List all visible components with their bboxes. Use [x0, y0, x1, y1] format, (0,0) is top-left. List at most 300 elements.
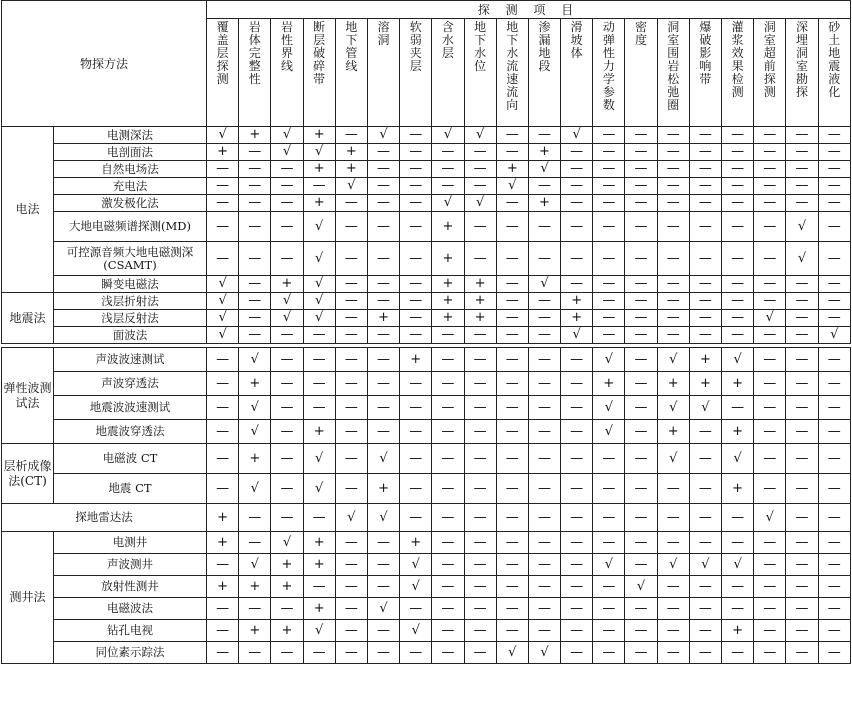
applicability-mark: — — [464, 396, 496, 420]
applicability-mark: — — [786, 276, 818, 293]
applicability-mark: — — [818, 310, 850, 327]
applicability-mark: — — [657, 474, 689, 504]
applicability-mark: — — [528, 504, 560, 532]
table-row — [2, 327, 851, 344]
applicability-mark: √ — [657, 554, 689, 576]
applicability-mark: + — [207, 144, 239, 161]
applicability-mark: — — [400, 212, 432, 242]
applicability-mark: — — [625, 127, 657, 144]
applicability-mark: — — [593, 161, 625, 178]
method-name: 声波测井 — [54, 554, 207, 576]
applicability-mark: — — [367, 178, 399, 195]
applicability-mark: — — [561, 532, 593, 554]
applicability-mark: + — [432, 212, 464, 242]
applicability-mark: + — [367, 474, 399, 504]
applicability-mark: — — [722, 327, 754, 344]
method-category: 电法 — [2, 127, 54, 293]
applicability-mark: — — [818, 474, 850, 504]
applicability-mark: — — [432, 327, 464, 344]
table-row — [2, 620, 851, 642]
applicability-mark: √ — [593, 348, 625, 372]
applicability-mark: — — [496, 327, 528, 344]
applicability-mark: — — [625, 620, 657, 642]
applicability-mark: + — [239, 620, 271, 642]
method-name: 充电法 — [54, 178, 207, 195]
applicability-mark: + — [367, 310, 399, 327]
applicability-mark: + — [303, 420, 335, 444]
applicability-mark: + — [303, 598, 335, 620]
applicability-mark: — — [367, 276, 399, 293]
applicability-mark: — — [367, 532, 399, 554]
applicability-mark: + — [239, 576, 271, 598]
applicability-mark: — — [754, 161, 786, 178]
applicability-mark: — — [367, 161, 399, 178]
applicability-mark: — — [786, 348, 818, 372]
applicability-mark: — — [593, 444, 625, 474]
applicability-mark: + — [400, 348, 432, 372]
applicability-mark: — — [625, 276, 657, 293]
column-header: 断 层 破 碎 带 — [303, 19, 335, 127]
applicability-mark: — — [528, 474, 560, 504]
applicability-mark: — — [722, 161, 754, 178]
applicability-mark: + — [335, 144, 367, 161]
column-header: 含 水 层 — [432, 19, 464, 127]
applicability-mark: — — [722, 276, 754, 293]
applicability-mark: — — [528, 293, 560, 310]
applicability-mark: — — [657, 598, 689, 620]
applicability-mark: — — [464, 642, 496, 664]
applicability-mark: — — [722, 293, 754, 310]
applicability-mark: — — [239, 293, 271, 310]
applicability-mark: — — [432, 420, 464, 444]
applicability-mark: — — [400, 474, 432, 504]
applicability-mark: — — [367, 576, 399, 598]
applicability-mark: √ — [496, 642, 528, 664]
applicability-mark: √ — [722, 348, 754, 372]
applicability-mark: — — [722, 178, 754, 195]
applicability-mark: — — [528, 310, 560, 327]
applicability-mark: — — [561, 144, 593, 161]
applicability-mark: — — [754, 242, 786, 276]
applicability-mark: — — [818, 372, 850, 396]
applicability-mark: — — [271, 178, 303, 195]
applicability-mark: + — [432, 276, 464, 293]
applicability-mark: — — [722, 598, 754, 620]
applicability-mark: — — [625, 532, 657, 554]
applicability-mark: + — [464, 310, 496, 327]
applicability-mark: — — [754, 396, 786, 420]
applicability-mark: — — [528, 598, 560, 620]
applicability-mark: — — [464, 144, 496, 161]
applicability-mark: — — [593, 310, 625, 327]
applicability-mark: — — [722, 576, 754, 598]
applicability-mark: — — [818, 420, 850, 444]
applicability-mark: — — [754, 348, 786, 372]
applicability-mark: + — [689, 372, 721, 396]
applicability-mark: √ — [239, 396, 271, 420]
applicability-mark: — — [271, 504, 303, 532]
column-header: 溶 洞 — [367, 19, 399, 127]
applicability-mark: √ — [754, 504, 786, 532]
applicability-mark: — — [561, 620, 593, 642]
applicability-mark: — — [625, 420, 657, 444]
applicability-mark: — — [754, 144, 786, 161]
applicability-mark: — — [625, 144, 657, 161]
applicability-mark: — — [239, 310, 271, 327]
applicability-mark: √ — [625, 576, 657, 598]
applicability-mark: — — [689, 576, 721, 598]
applicability-mark: — — [657, 327, 689, 344]
applicability-mark: — — [689, 212, 721, 242]
applicability-mark: + — [464, 293, 496, 310]
applicability-mark: — — [593, 576, 625, 598]
applicability-mark: — — [496, 554, 528, 576]
applicability-mark: + — [464, 276, 496, 293]
applicability-mark: — — [625, 504, 657, 532]
applicability-mark: — — [335, 554, 367, 576]
applicability-mark: — — [303, 504, 335, 532]
applicability-mark: — — [561, 348, 593, 372]
applicability-mark: — — [464, 532, 496, 554]
method-name: 大地电磁频谱探测(MD) — [54, 212, 207, 242]
applicability-mark: — — [818, 396, 850, 420]
applicability-mark: — — [464, 178, 496, 195]
applicability-mark: + — [657, 372, 689, 396]
applicability-mark: — — [657, 276, 689, 293]
applicability-mark: √ — [271, 127, 303, 144]
applicability-mark: + — [335, 161, 367, 178]
applicability-mark: — — [657, 504, 689, 532]
method-name: 放射性测井 — [54, 576, 207, 598]
applicability-mark: √ — [496, 178, 528, 195]
applicability-mark: — — [207, 396, 239, 420]
applicability-mark: — — [207, 598, 239, 620]
column-header: 地 下 水 位 — [464, 19, 496, 127]
applicability-mark: — — [657, 576, 689, 598]
applicability-mark: — — [722, 127, 754, 144]
applicability-mark: + — [271, 554, 303, 576]
method-name: 地震 CT — [54, 474, 207, 504]
applicability-mark: — — [239, 327, 271, 344]
applicability-mark: — — [818, 276, 850, 293]
table-row — [2, 420, 851, 444]
applicability-mark: — — [400, 242, 432, 276]
applicability-mark: — — [400, 161, 432, 178]
applicability-mark: — — [528, 444, 560, 474]
applicability-mark: — — [400, 598, 432, 620]
applicability-mark: √ — [303, 144, 335, 161]
applicability-mark: — — [400, 372, 432, 396]
applicability-mark: √ — [303, 474, 335, 504]
applicability-mark: — — [625, 642, 657, 664]
applicability-mark: — — [754, 642, 786, 664]
applicability-mark: √ — [561, 127, 593, 144]
applicability-mark: — — [303, 576, 335, 598]
applicability-mark: √ — [303, 310, 335, 327]
applicability-mark: — — [464, 242, 496, 276]
applicability-mark: — — [335, 293, 367, 310]
applicability-mark: — — [528, 420, 560, 444]
applicability-mark: — — [400, 276, 432, 293]
method-name: 电磁波 CT — [54, 444, 207, 474]
applicability-mark: — — [367, 396, 399, 420]
applicability-mark: √ — [528, 276, 560, 293]
applicability-mark: — — [207, 372, 239, 396]
applicability-mark: — — [689, 327, 721, 344]
applicability-mark: — — [786, 642, 818, 664]
applicability-mark: — — [432, 348, 464, 372]
applicability-mark: — — [689, 474, 721, 504]
applicability-mark: — — [754, 532, 786, 554]
table-body — [2, 127, 851, 664]
applicability-mark: — — [496, 532, 528, 554]
method-name: 自然电场法 — [54, 161, 207, 178]
applicability-mark: — — [496, 144, 528, 161]
applicability-mark: — — [593, 178, 625, 195]
applicability-mark: — — [400, 310, 432, 327]
column-header: 洞 室 超 前 探 测 — [754, 19, 786, 127]
applicability-mark: — — [464, 348, 496, 372]
applicability-mark: — — [818, 532, 850, 554]
table-row — [2, 474, 851, 504]
method-name: 地震波穿透法 — [54, 420, 207, 444]
applicability-mark: — — [335, 532, 367, 554]
applicability-mark: — — [786, 144, 818, 161]
applicability-mark: — — [496, 504, 528, 532]
applicability-mark: √ — [303, 620, 335, 642]
applicability-mark: √ — [561, 327, 593, 344]
applicability-mark: + — [303, 554, 335, 576]
applicability-mark: — — [271, 420, 303, 444]
applicability-mark: — — [432, 144, 464, 161]
applicability-mark: — — [528, 532, 560, 554]
applicability-mark: — — [593, 127, 625, 144]
applicability-mark: + — [207, 532, 239, 554]
applicability-mark: — — [400, 504, 432, 532]
applicability-mark: — — [464, 504, 496, 532]
applicability-mark: √ — [432, 127, 464, 144]
applicability-mark: — — [432, 620, 464, 642]
applicability-mark: — — [464, 598, 496, 620]
applicability-mark: — — [722, 310, 754, 327]
applicability-mark: — — [754, 598, 786, 620]
applicability-mark: + — [303, 532, 335, 554]
applicability-mark: + — [432, 242, 464, 276]
applicability-mark: — — [464, 372, 496, 396]
applicability-mark: — — [722, 212, 754, 242]
column-header: 砂 土 地 震 液 化 — [818, 19, 850, 127]
applicability-mark: — — [657, 195, 689, 212]
applicability-mark: — — [271, 161, 303, 178]
applicability-mark: — — [464, 212, 496, 242]
applicability-mark: — — [689, 532, 721, 554]
applicability-mark: √ — [818, 327, 850, 344]
applicability-mark: — — [818, 178, 850, 195]
applicability-mark: + — [496, 161, 528, 178]
applicability-mark: — — [207, 348, 239, 372]
method-name: 瞬变电磁法 — [54, 276, 207, 293]
applicability-mark: — — [625, 372, 657, 396]
applicability-mark: √ — [464, 127, 496, 144]
applicability-mark: — — [496, 310, 528, 327]
applicability-mark: — — [818, 242, 850, 276]
applicability-mark: — — [593, 293, 625, 310]
applicability-mark: — — [367, 327, 399, 344]
applicability-mark: — — [561, 372, 593, 396]
column-header: 覆 盖 层 探 测 — [207, 19, 239, 127]
applicability-mark: — — [303, 396, 335, 420]
applicability-mark: — — [818, 576, 850, 598]
applicability-mark: — — [689, 420, 721, 444]
applicability-mark: — — [496, 276, 528, 293]
applicability-mark: — — [400, 444, 432, 474]
table-row — [2, 310, 851, 327]
applicability-mark: — — [496, 444, 528, 474]
applicability-mark: — — [625, 178, 657, 195]
applicability-mark: — — [689, 195, 721, 212]
method-name: 同位素示踪法 — [54, 642, 207, 664]
method-name: 浅层反射法 — [54, 310, 207, 327]
applicability-mark: √ — [207, 327, 239, 344]
applicability-mark: √ — [207, 127, 239, 144]
applicability-mark: — — [432, 161, 464, 178]
column-header: 灌 浆 效 果 检 测 — [722, 19, 754, 127]
applicability-mark: — — [303, 178, 335, 195]
applicability-mark: — — [335, 396, 367, 420]
applicability-mark: — — [689, 276, 721, 293]
applicability-mark: + — [432, 293, 464, 310]
applicability-mark: — — [464, 444, 496, 474]
applicability-mark: √ — [657, 444, 689, 474]
applicability-mark: — — [400, 144, 432, 161]
column-header: 地 下 管 线 — [335, 19, 367, 127]
column-header: 岩 体 完 整 性 — [239, 19, 271, 127]
applicability-mark: + — [271, 276, 303, 293]
applicability-mark: — — [207, 474, 239, 504]
applicability-mark: √ — [239, 420, 271, 444]
applicability-mark: — — [722, 642, 754, 664]
applicability-mark: + — [561, 293, 593, 310]
applicability-mark: — — [625, 554, 657, 576]
applicability-mark: — — [335, 444, 367, 474]
applicability-mark: — — [239, 276, 271, 293]
applicability-mark: — — [303, 348, 335, 372]
applicability-mark: √ — [786, 242, 818, 276]
applicability-mark: — — [432, 554, 464, 576]
applicability-mark: √ — [303, 276, 335, 293]
applicability-mark: — — [818, 598, 850, 620]
applicability-mark: — — [689, 178, 721, 195]
applicability-mark: — — [625, 348, 657, 372]
applicability-mark: — — [786, 310, 818, 327]
applicability-mark: — — [496, 127, 528, 144]
applicability-mark: — — [271, 372, 303, 396]
applicability-mark: √ — [271, 144, 303, 161]
applicability-mark: — — [464, 620, 496, 642]
applicability-mark: √ — [400, 576, 432, 598]
applicability-mark: — — [432, 504, 464, 532]
applicability-mark: — — [786, 554, 818, 576]
column-header: 洞 室 围 岩 松 弛 圈 — [657, 19, 689, 127]
applicability-mark: — — [625, 474, 657, 504]
applicability-mark: √ — [271, 310, 303, 327]
applicability-mark: — — [657, 127, 689, 144]
column-header: 软 弱 夹 层 — [400, 19, 432, 127]
applicability-mark: √ — [593, 396, 625, 420]
applicability-mark: — — [657, 532, 689, 554]
applicability-mark: — — [657, 310, 689, 327]
table-row — [2, 195, 851, 212]
applicability-mark: — — [818, 642, 850, 664]
applicability-mark: √ — [528, 161, 560, 178]
applicability-mark: — — [689, 242, 721, 276]
method-name: 地震波波速测试 — [54, 396, 207, 420]
applicability-mark: √ — [528, 642, 560, 664]
applicability-mark: — — [496, 576, 528, 598]
method-name: 电剖面法 — [54, 144, 207, 161]
applicability-mark: — — [496, 195, 528, 212]
applicability-mark: — — [496, 420, 528, 444]
table-row — [2, 598, 851, 620]
applicability-mark: — — [464, 474, 496, 504]
applicability-mark: — — [207, 444, 239, 474]
applicability-mark: — — [400, 396, 432, 420]
applicability-mark: — — [786, 127, 818, 144]
applicability-mark: + — [561, 310, 593, 327]
applicability-mark: + — [303, 127, 335, 144]
applicability-mark: — — [400, 293, 432, 310]
applicability-mark: — — [528, 396, 560, 420]
applicability-mark: + — [593, 372, 625, 396]
applicability-mark: — — [496, 293, 528, 310]
applicability-mark: — — [561, 212, 593, 242]
applicability-mark: — — [786, 474, 818, 504]
applicability-mark: — — [754, 554, 786, 576]
applicability-mark: — — [496, 242, 528, 276]
applicability-mark: — — [754, 444, 786, 474]
applicability-mark: — — [561, 396, 593, 420]
applicability-mark: — — [367, 554, 399, 576]
applicability-mark: — — [625, 327, 657, 344]
column-header: 密 度 — [625, 19, 657, 127]
applicability-mark: — — [207, 554, 239, 576]
applicability-mark: — — [271, 474, 303, 504]
applicability-mark: — — [689, 620, 721, 642]
applicability-mark: — — [593, 598, 625, 620]
applicability-mark: — — [593, 620, 625, 642]
applicability-mark: — — [593, 144, 625, 161]
applicability-mark: — — [335, 127, 367, 144]
applicability-mark: — — [754, 195, 786, 212]
method-name: 探地雷达法 — [2, 504, 207, 532]
applicability-mark: — — [271, 348, 303, 372]
applicability-mark: — — [818, 293, 850, 310]
applicability-mark: — — [335, 276, 367, 293]
applicability-mark: — — [400, 178, 432, 195]
applicability-mark: √ — [367, 598, 399, 620]
applicability-mark: — — [367, 293, 399, 310]
applicability-mark: — — [528, 327, 560, 344]
method-name: 电测井 — [54, 532, 207, 554]
header-detection-items: 探 测 项 目 — [207, 1, 851, 19]
applicability-mark: + — [528, 144, 560, 161]
applicability-mark: — — [561, 161, 593, 178]
applicability-mark: + — [207, 504, 239, 532]
applicability-mark: + — [722, 474, 754, 504]
applicability-mark: √ — [722, 444, 754, 474]
method-name: 钻孔电视 — [54, 620, 207, 642]
applicability-mark: — — [367, 242, 399, 276]
